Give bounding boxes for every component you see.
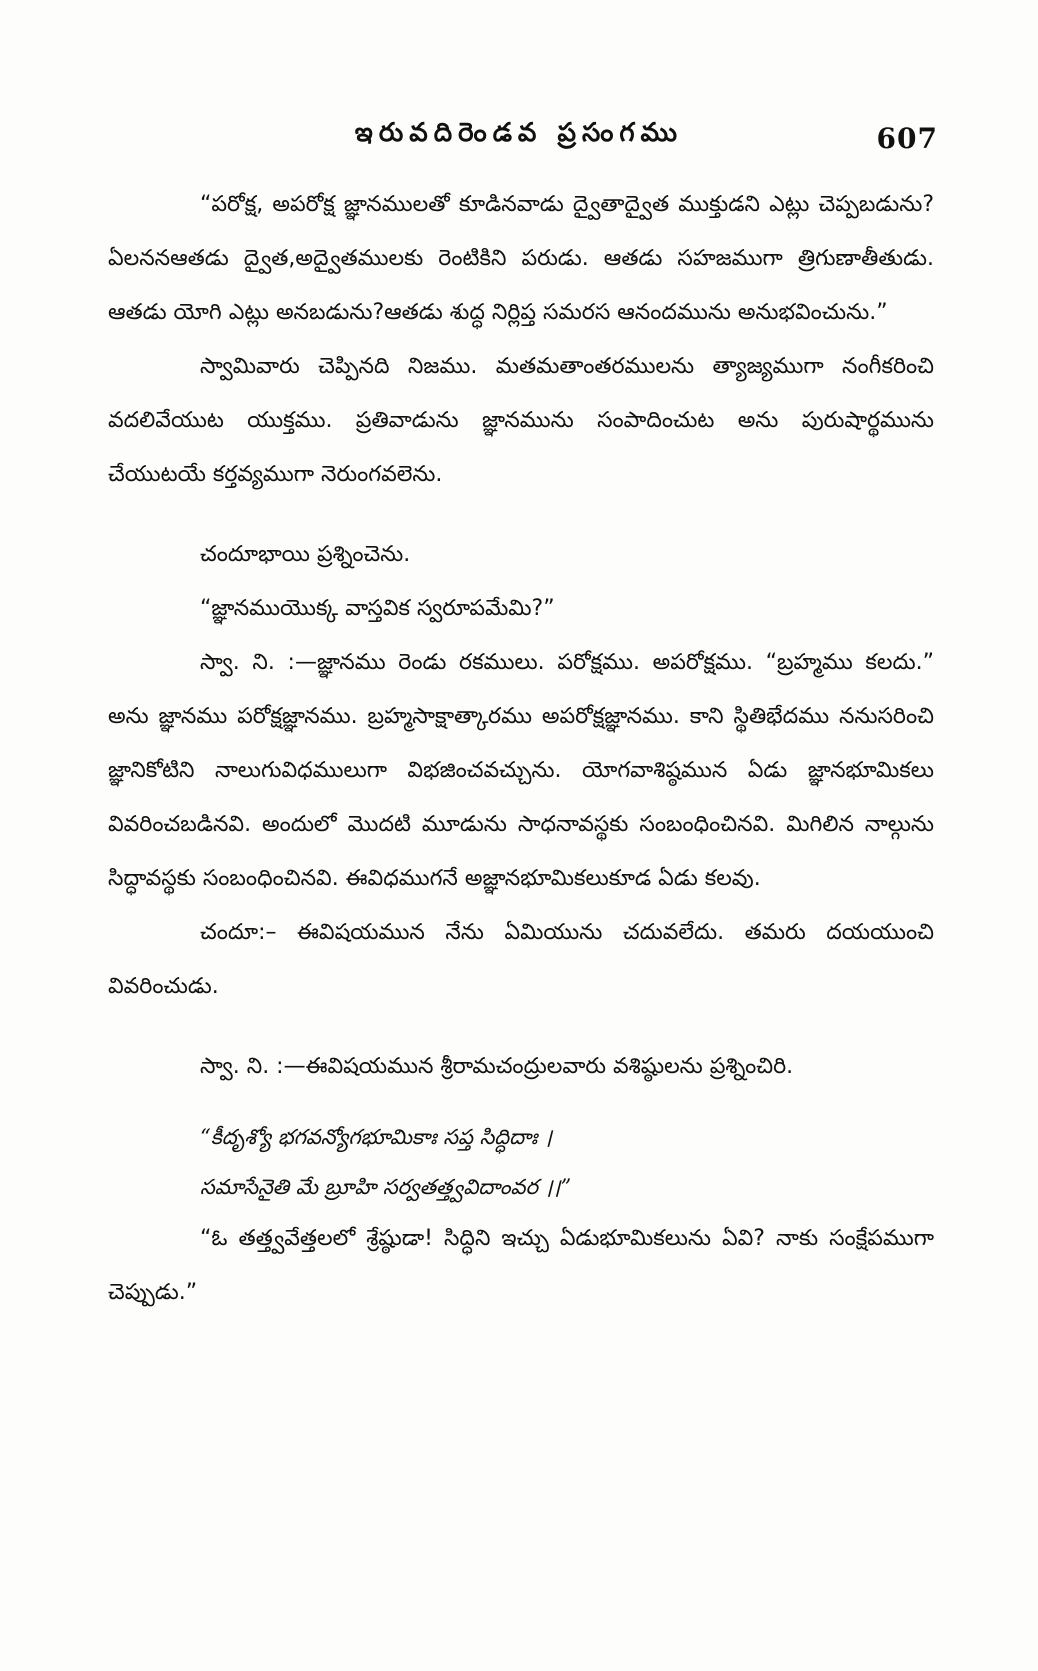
paragraph: “జ్ఞానముయొక్క వాస్తవిక స్వరూపమేమి?” — [200, 596, 555, 621]
page-body — [108, 178, 934, 1320]
page-header — [100, 118, 938, 158]
paragraph: చందూభాయి ప్రశ్నించెను. — [200, 542, 411, 567]
paragraph: స్వా. ని. :—జ్ఞానము రెండు రకములు. పరోక్షము. అపరోక్షము. “బ్రహ్మము కలదు.” అను జ్ఞానము పరోక్షజ్ఞానము. బ్రహ్మసాక్షాత్కారము అపరోక్షజ్ఞానము. కాని స్థితిభేదము ననుసరించి జ్ఞానికోటిని నాలుగువిధములుగా విభజించవచ్చును. యోగవాశిష్ఠమున ఏడు జ్ఞానభూమికలు వివరించబడినవి. అందులో మొదటి మూడును సాధనావస్థకు సంబంధించినవి. మిగిలిన నాల్గును సిద్ధావస్థకు సంబంధించినవి. ఈవిధముగనే అజ్ఞానభూమికలుకూడ ఏడు కలవు. — [108, 650, 934, 891]
running-title: ఇరువదిరెండవ ప్రసంగము — [354, 118, 684, 148]
paragraph: “పరోక్ష, అపరోక్ష జ్ఞానములతో కూడినవాడు ద్వైతాద్వైత ముక్తుడని ఎట్లు చెప్పబడును? ఏలననఆతడు ద్వైత,అద్వైతములకు రెంటికిని పరుడు. ఆతడు సహజముగా త్రిగుణాతీతుడు. ఆతడు యోగి ఎట్లు అనబడును?ఆతడు శుద్ధ నిర్లిప్త సమరస ఆనందమును అనుభవించును.” — [108, 192, 934, 325]
verse-line: సమాసేనైతి మే బ్రూహి సర్వతత్త్వవిదాంవర ।।” — [200, 1175, 572, 1199]
paragraph: స్వా. ని. :—ఈవిషయమున శ్రీరామచంద్రులవారు వశిష్ఠులను ప్రశ్నించిరి. — [200, 1054, 794, 1079]
verse-line: “కీదృశ్యో భగవన్యోగభూమికాః సప్త సిద్ధిదాః । — [200, 1125, 553, 1149]
paragraph: చందూ:– ఈవిషయమున నేను ఏమియును చదువలేదు. తమరు దయయుంచి వివరించుడు. — [108, 920, 934, 999]
sanskrit-verse — [108, 1112, 934, 1212]
page-number: 607 — [876, 122, 938, 155]
paragraph: స్వామివారు చెప్పినది నిజము. మతమతాంతరములను త్యాజ్యముగా నంగీకరించి వదలివేయుట యుక్తము. ప్రతివాడును జ్ఞానమును సంపాదించుట అను పురుషార్థమును చేయుటయే కర్తవ్యముగా నెరుంగవలెను. — [108, 354, 934, 487]
paragraph: “ఓ తత్త్వవేత్తలలో శ్రేష్ఠుడా! సిద్ధిని ఇచ్చు ఏడుభూమికలును ఏవి? నాకు సంక్షేపముగా చెప్పుడు.” — [108, 1226, 934, 1305]
